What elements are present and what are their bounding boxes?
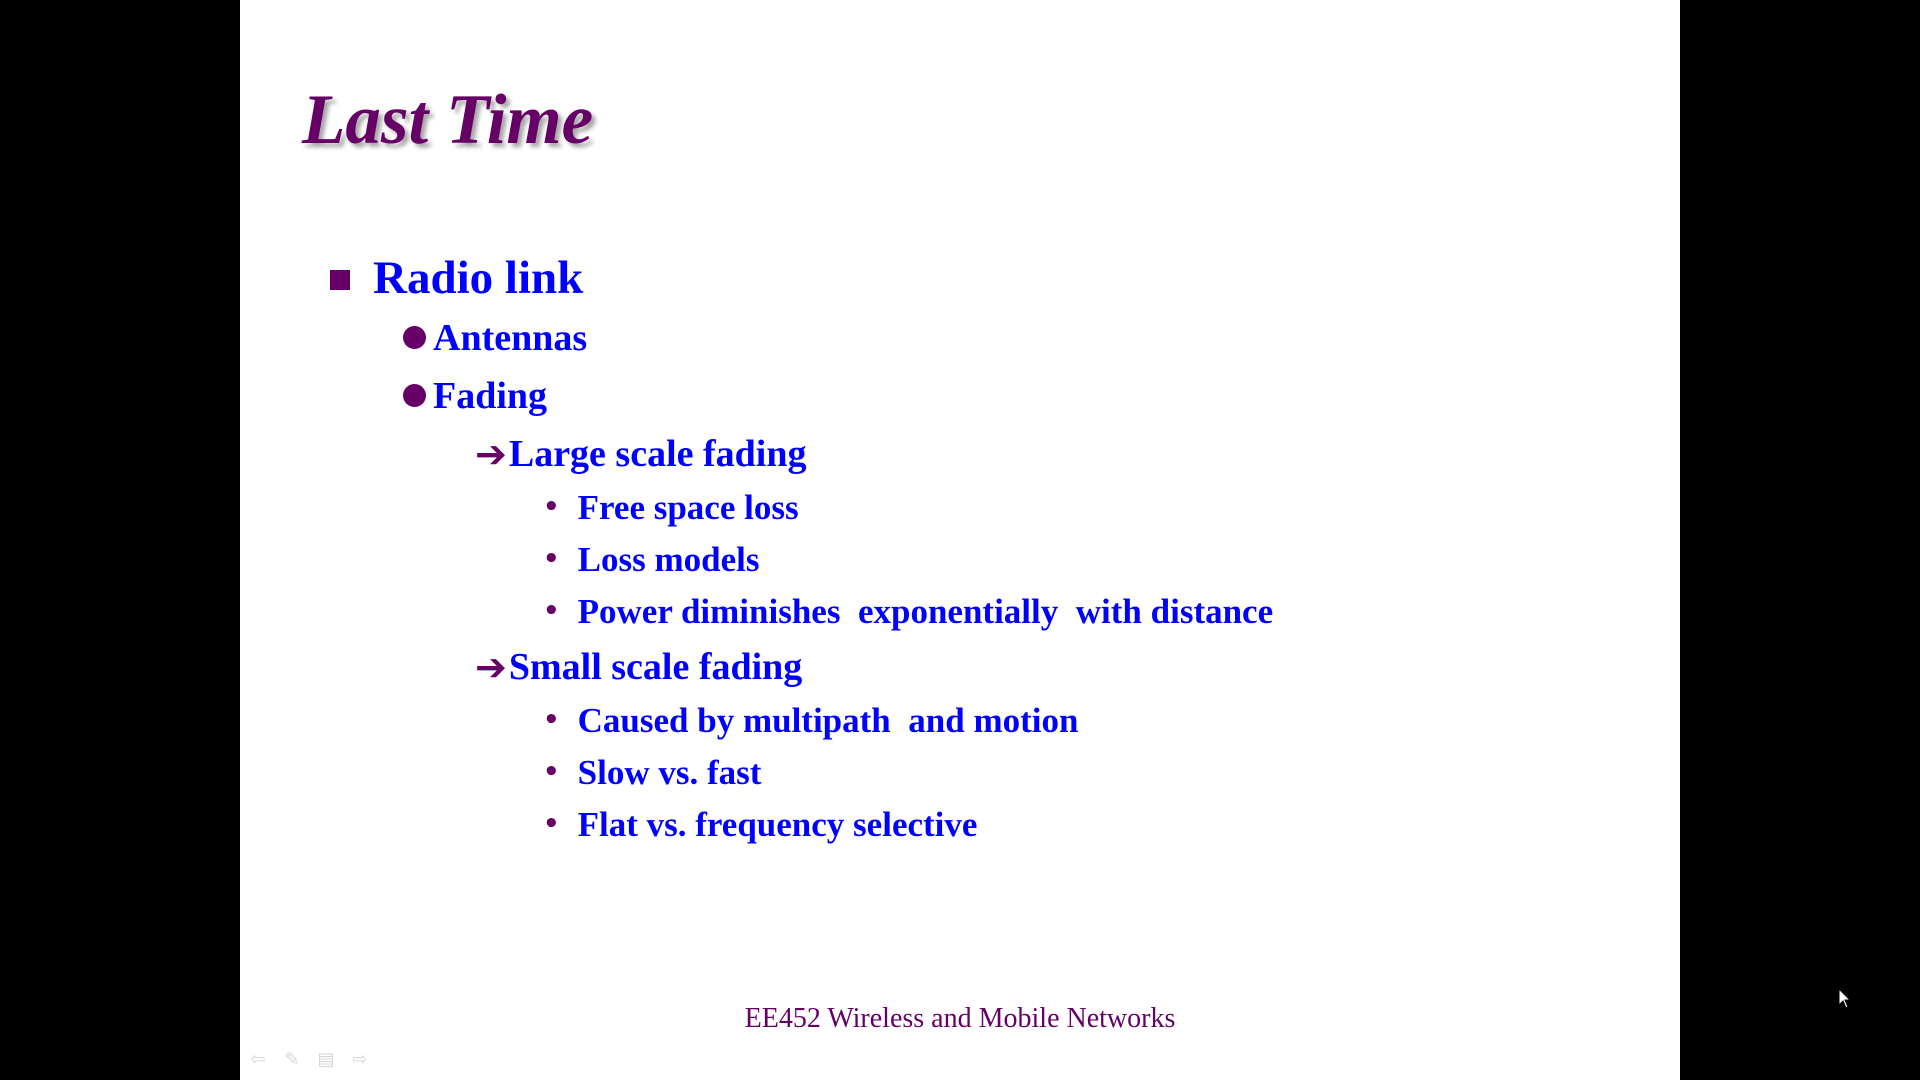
slideshow-controls	[248, 1049, 370, 1070]
small-dot-bullet-icon: •	[543, 491, 560, 522]
small-dot-bullet-icon: •	[543, 543, 560, 574]
bullet-text: Caused by multipath and motion	[577, 701, 1079, 740]
square-bullet-icon	[330, 270, 350, 290]
bullet-item	[543, 805, 977, 845]
pen-icon[interactable]: ✎	[284, 1049, 300, 1070]
bullet-item	[543, 540, 759, 580]
small-dot-bullet-icon: •	[543, 704, 560, 735]
slide-menu-icon[interactable]: ▤	[317, 1049, 335, 1070]
slide[interactable]	[240, 0, 1680, 1080]
bullet-item	[543, 753, 761, 793]
bullet-item	[543, 592, 1273, 632]
arrow-bullet-icon: ➔	[475, 432, 507, 477]
slide-title: Last Time	[302, 81, 594, 159]
round-bullet-icon	[403, 384, 426, 407]
previous-slide-icon[interactable]: ⇦	[250, 1049, 266, 1070]
bullet-item	[475, 432, 806, 479]
bullet-text: Loss models	[577, 540, 760, 579]
arrow-bullet-icon: ➔	[475, 645, 507, 690]
bullet-item	[403, 374, 547, 418]
mouse-cursor-icon	[1838, 988, 1852, 1010]
bullet-item	[543, 488, 799, 528]
bullet-text: Large scale fading	[508, 433, 807, 475]
bullet-item	[330, 251, 583, 305]
bullet-text: Power diminishes exponentially with distance	[577, 592, 1274, 631]
next-slide-icon[interactable]: ⇨	[352, 1049, 368, 1070]
round-bullet-icon	[403, 326, 426, 349]
bullet-item	[403, 316, 587, 360]
slide-footer: EE452 Wireless and Mobile Networks	[744, 1003, 1176, 1034]
bullet-text: Flat vs. frequency selective	[577, 805, 978, 844]
bullet-text: Small scale fading	[508, 646, 803, 688]
bullet-item	[543, 701, 1078, 741]
bullet-text: Slow vs. fast	[577, 753, 762, 792]
bullet-text: Radio link	[373, 252, 584, 304]
small-dot-bullet-icon: •	[543, 808, 560, 839]
bullet-text: Antennas	[433, 317, 588, 359]
small-dot-bullet-icon: •	[543, 756, 560, 787]
bullet-item	[475, 645, 802, 692]
small-dot-bullet-icon: •	[543, 595, 560, 626]
bullet-text: Free space loss	[577, 488, 799, 527]
bullet-text: Fading	[433, 375, 548, 417]
